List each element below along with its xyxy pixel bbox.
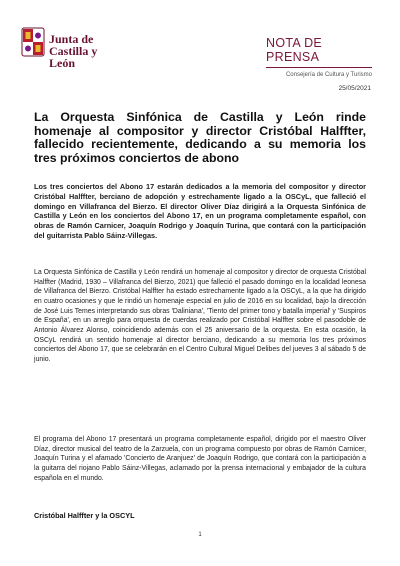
department-name: Consejería de Cultura y Turismo — [285, 72, 372, 78]
body-paragraph-1: La Orquesta Sinfónica de Castilla y León rendirá un homenaje al compositor y director de orquesta Cristóbal Halffter (Madrid, 1930 – Villafranca del Bierzo, 2021) que falleció el pasado domingo en la localidad leonesa de Villafranca del Bierzo. Cristóbal Halffter ha estado estrechamente ligado a la OSCyL, a la que ha dirigido en cuatro ocasiones y que le rindió un homenaje especial en julio de 2016 en su localidad, bajo la dirección de José Luis Temes interpretando sus obras 'Daliniana', 'Tiento del primer tono y batalla imperial' y 'Suspiros de España', en un arreglo para orquesta de cuerdas realizado por Cristóbal Halffter sobre el pasodoble de Antonio Álvarez Alonso, coincidiendo además con el 25 aniversario de la orquesta. En esta ocasión, la OSCyL rendirá un sentido homenaje al director berciano, dedicando a su memoria los tres próximos conciertos del Abono 17, que se celebrarán en el Centro Cultural Miguel Delibes del jueves 3 al sábado 5 de junio. — [34, 269, 366, 363]
junta-logo — [21, 27, 121, 70]
press-header — [266, 36, 372, 78]
coat-of-arms-icon — [21, 27, 45, 57]
page-number: 1 — [198, 532, 202, 538]
press-title: NOTA DE PRENSA — [266, 36, 372, 68]
release-date: 25/05/2021 — [338, 85, 371, 92]
logo-text-line2: Castilla y León — [49, 44, 98, 70]
lead-paragraph: Los tres conciertos del Abono 17 estarán dedicados a la memoria del compositor y director Cristóbal Halffter, berciano de adopción y estrechamente ligado a la OSCyL, que falleció el domingo en Villafranca del Bierzo. El director Oliver Díaz dirigirá a la Orquesta Sinfónica de Castilla y León en los conciertos del Abono 17, en un programa completamente español, con obras de Ramón Carnicer, Joaquín Rodrigo y Joaquín Turina, que contará con la participación del guitarrista Pablo Sáinz-Villegas. — [34, 182, 366, 240]
logo-text — [49, 33, 121, 69]
headline: La Orquesta Sinfónica de Castilla y León rinde homenaje al compositor y director Cristóbal Halffter, fallecido recientemente, dedicando a su memoria los tres próximos conciertos de abono — [34, 110, 366, 165]
logo-text-line1: Junta de — [49, 32, 94, 46]
body-paragraph-2: El programa del Abono 17 presentará un programa completamente español, dirigido por el maestro Oliver Díaz, director musical del teatro de la Zarzuela, con un programa compuesto por obras de Ramón Carnicer, Joaquín Turina y el afamado 'Concierto de Aranjuez' de Joaquín Rodrigo, que contará con la participación a la guitarra del riojano Pablo Sáinz-Villegas, aclamado por la prensa internacional y embajador de la cultura española en el mundo. — [34, 436, 366, 482]
section-subheading: Cristóbal Halffter y la OSCYL — [34, 511, 135, 520]
